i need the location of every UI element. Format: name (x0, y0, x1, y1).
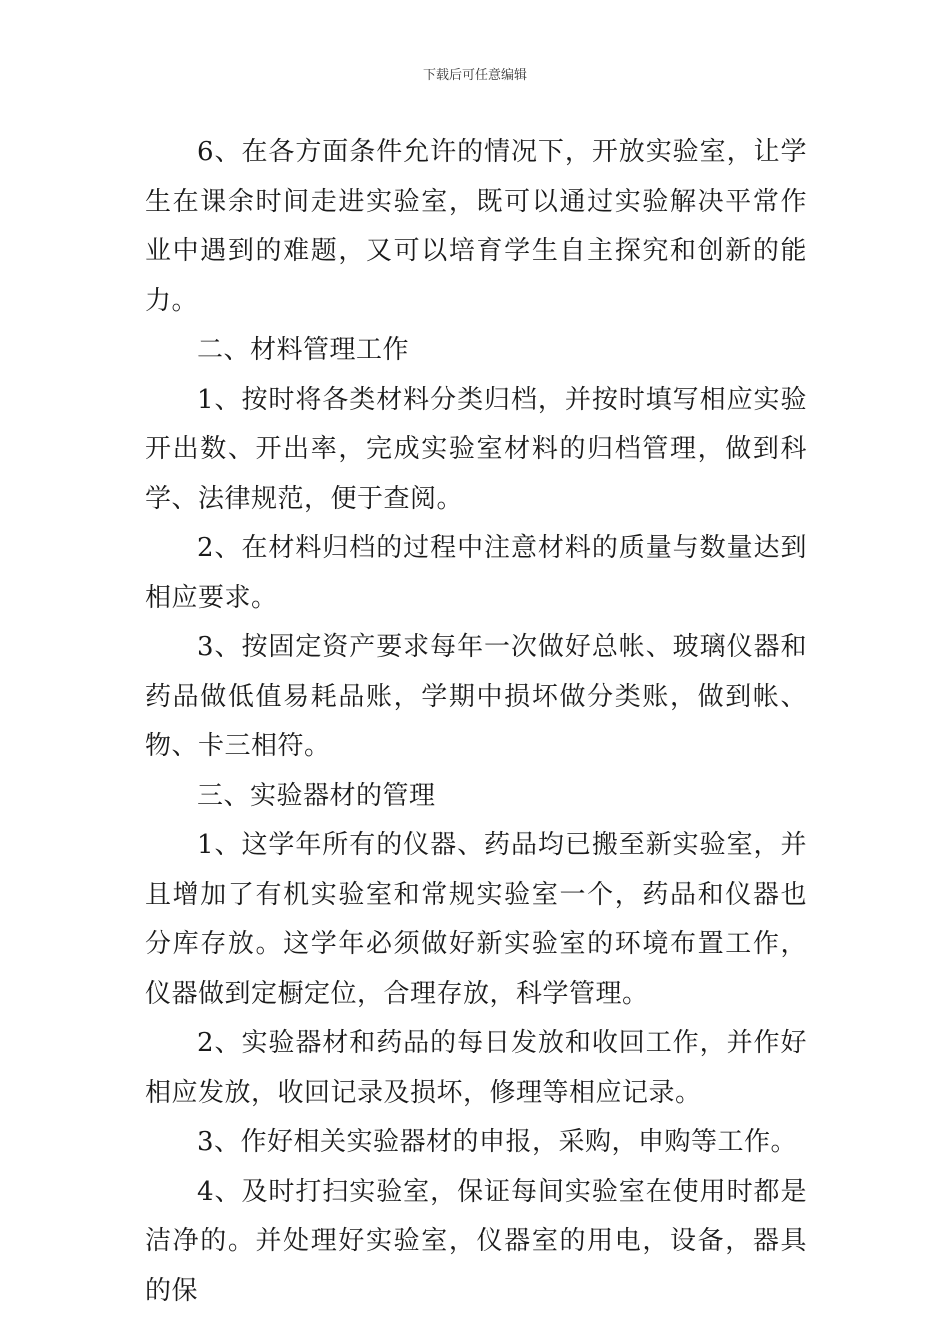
paragraph-materials-2: 2、在材料归档的过程中注意材料的质量与数量达到相应要求。 (145, 533, 807, 613)
paragraph-equipment-3: 3、作好相关实验器材的申报，采购，申购等工作。 (197, 1127, 798, 1157)
paragraph-materials-3: 3、按固定资产要求每年一次做好总帐、玻璃仪器和药品做低值易耗品账，学期中损坏做分类账，做到帐、物、卡三相符。 (145, 632, 807, 761)
section-heading-materials: 二、材料管理工作 (197, 335, 410, 365)
paragraph-equipment-1: 1、这学年所有的仪器、药品均已搬至新实验室，并且增加了有机实验室和常规实验室一个，药品和仪器也分库存放。这学年必须做好新实验室的环境布置工作，仪器做到定橱定位，合理存放，科学管理。 (145, 830, 807, 1009)
page-header: 下载后可任意编辑 (422, 68, 527, 83)
document-body (145, 128, 807, 1316)
paragraph-equipment-4: 4、及时打扫实验室，保证每间实验室在使用时都是洁净的。并处理好实验室，仪器室的用电，设备，器具的保 (145, 1176, 807, 1306)
paragraph-item-6-open-lab: 6、在各方面条件允许的情况下，开放实验室，让学生在课余时间走进实验室，既可以通过实验解决平常作业中遇到的难题，又可以培育学生自主探究和创新的能力。 (145, 137, 807, 316)
section-heading-equipment: 三、实验器材的管理 (197, 780, 436, 811)
paragraph-equipment-2: 2、实验器材和药品的每日发放和收回工作，并作好相应发放，收回记录及损坏，修理等相应记录。 (145, 1028, 807, 1108)
paragraph-materials-1: 1、按时将各类材料分类归档，并按时填写相应实验开出数、开出率，完成实验室材料的归档管理，做到科学、法律规范，便于查阅。 (145, 384, 807, 514)
